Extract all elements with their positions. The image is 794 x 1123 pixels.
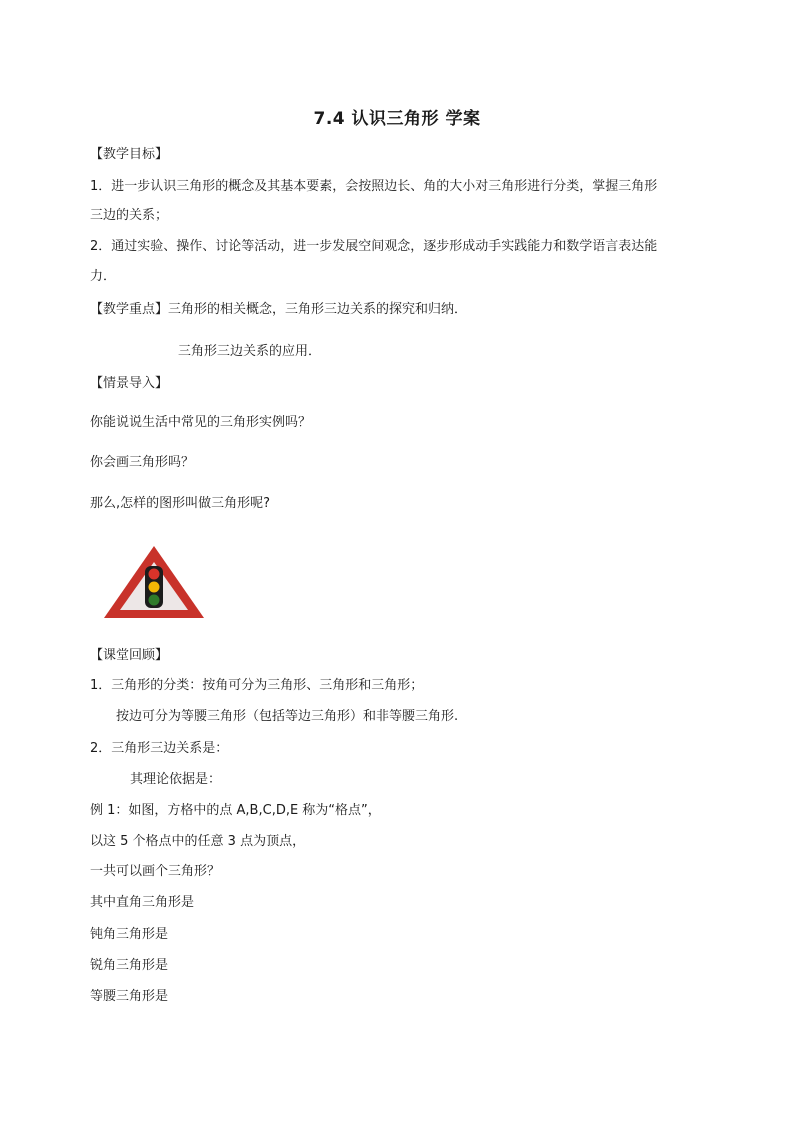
- answer-isosceles-triangles: 等腰三角形是: [90, 989, 169, 1004]
- question-2: 你会画三角形吗？: [90, 455, 195, 470]
- answer-right-triangles: 其中直角三角形是: [90, 895, 195, 910]
- objective-1-line-1: 1．进一步认识三角形的概念及其基本要素，会按照边长、角的大小对三角形进行分类，掌握三角形: [90, 179, 658, 194]
- traffic-light-warning-sign-icon: [100, 542, 208, 622]
- review-1-line-1: 1．三角形的分类：按角可分为三角形、三角形和三角形；: [90, 678, 424, 693]
- objectives-header: 【教学目标】: [90, 147, 169, 162]
- review-1-line-2: 按边可分为等腰三角形（包括等边三角形）和非等腰三角形.: [116, 709, 459, 724]
- review-2-line-1: 2．三角形三边关系是：: [90, 741, 229, 756]
- objective-2-line-1: 2．通过实验、操作、讨论等活动，进一步发展空间观念，逐步形成动手实践能力和数学语言表达能: [90, 239, 658, 254]
- review-header: 【课堂回顾】: [90, 648, 169, 663]
- question-1: 你能说说生活中常见的三角形实例吗？: [90, 415, 312, 430]
- page-title: 7.4 认识三角形 学案: [313, 109, 481, 129]
- example-line-3: 一共可以画个三角形？: [90, 864, 221, 879]
- example-line-2: 以这 5 个格点中的任意 3 点为顶点，: [90, 834, 306, 849]
- yellow-light: [149, 582, 160, 593]
- answer-acute-triangles: 锐角三角形是: [90, 958, 169, 973]
- green-light: [149, 595, 160, 606]
- review-2-line-2: 其理论依据是：: [130, 772, 222, 787]
- objective-2-line-2: 力．: [90, 269, 117, 284]
- red-light: [149, 569, 160, 580]
- objective-1-line-2: 三边的关系；: [90, 208, 169, 223]
- key-points-line-1: 【教学重点】三角形的相关概念，三角形三边关系的探究和归纳．: [90, 302, 468, 317]
- question-3: 那么,怎样的图形叫做三角形呢?: [90, 496, 271, 511]
- answer-obtuse-triangles: 钝角三角形是: [90, 927, 169, 942]
- intro-header: 【情景导入】: [90, 376, 169, 391]
- key-points-line-2: 三角形三边关系的应用．: [178, 344, 322, 359]
- example-line-1: 例 1：如图，方格中的点 A,B,C,D,E 称为“格点”，: [90, 803, 381, 818]
